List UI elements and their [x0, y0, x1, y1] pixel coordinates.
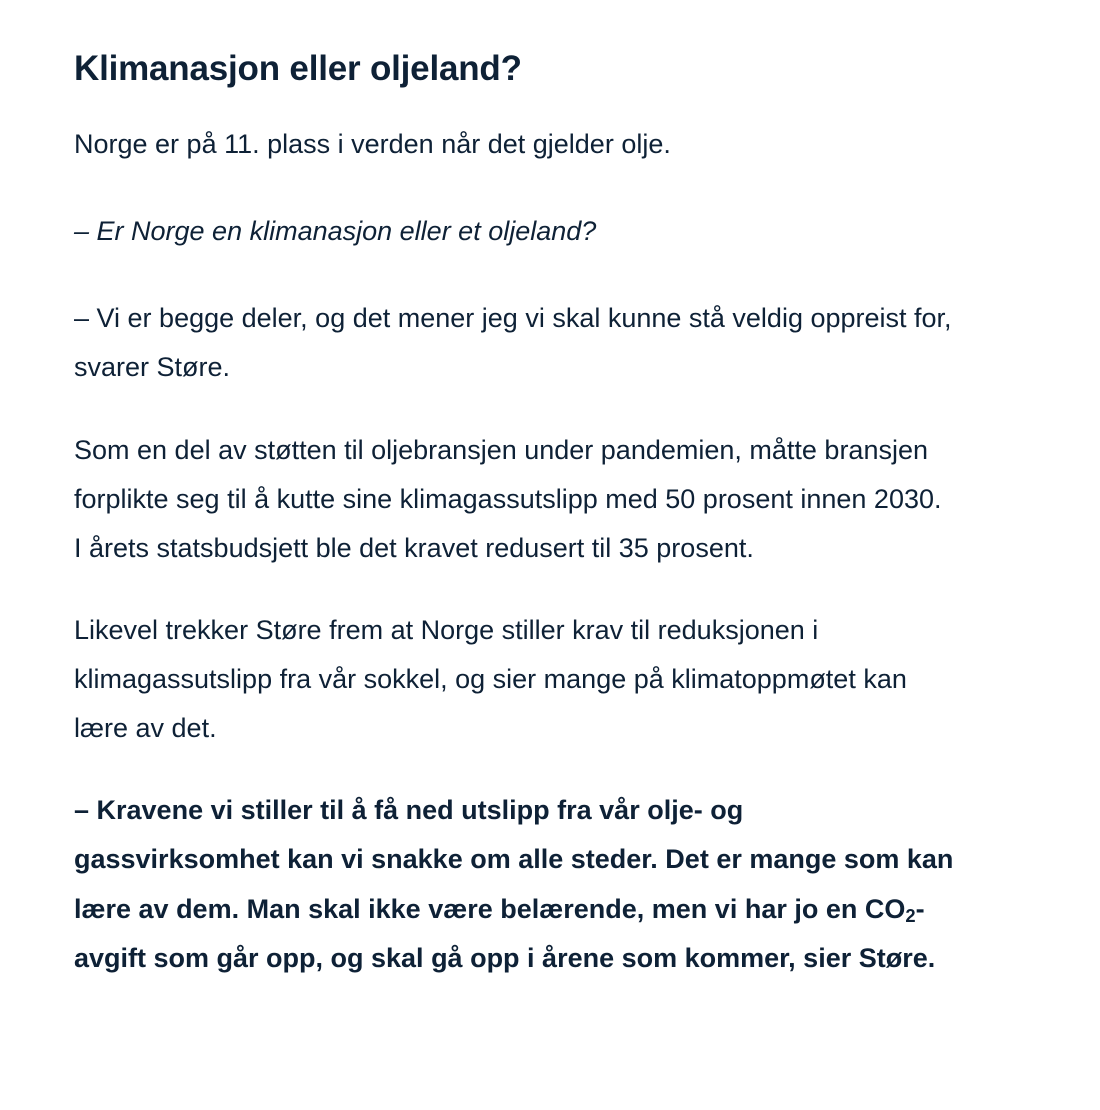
paragraph-interview-question: – Er Norge en klimanasjon eller et oljeland? — [74, 216, 597, 247]
co2-subscript: 2 — [905, 904, 916, 926]
paragraph-lead: Norge er på 11. plass i verden når det gjelder olje. — [74, 129, 671, 159]
paragraph-interview-answer: – Vi er begge deler, og det mener jeg vi skal kunne stå veldig oppreist for, svarer Støre. — [74, 303, 952, 383]
page-title: Klimanasjon eller oljeland? — [74, 49, 522, 88]
paragraph-bold-quote — [74, 786, 954, 983]
paragraph-requirements: Likevel trekker Støre frem at Norge stiller krav til reduksjonen i klimagassutslipp fra vår sokkel, og sier mange på klimatoppmøtet kan lære av det. — [74, 614, 907, 744]
quote-text-after-co2: -avgift som går opp, og skal gå opp i årene som kommer, sier Støre. — [74, 893, 936, 973]
paragraph-support-package: Som en del av støtten til oljebransjen under pandemien, måtte bransjen forplikte seg til å kutte sine klimagassutslipp med 50 prosent innen 2030. I årets statsbudsjett ble det kravet redusert til 35 prosent. — [74, 434, 942, 563]
quote-text-before-co2: – Kravene vi stiller til å få ned utslipp fra vår olje- og gassvirksomhet kan vi snakke om alle steder. Det er mange som kan lære av dem. Man skal ikke være belærende, men vi har jo en CO — [74, 795, 954, 924]
co2-formula — [905, 894, 915, 924]
